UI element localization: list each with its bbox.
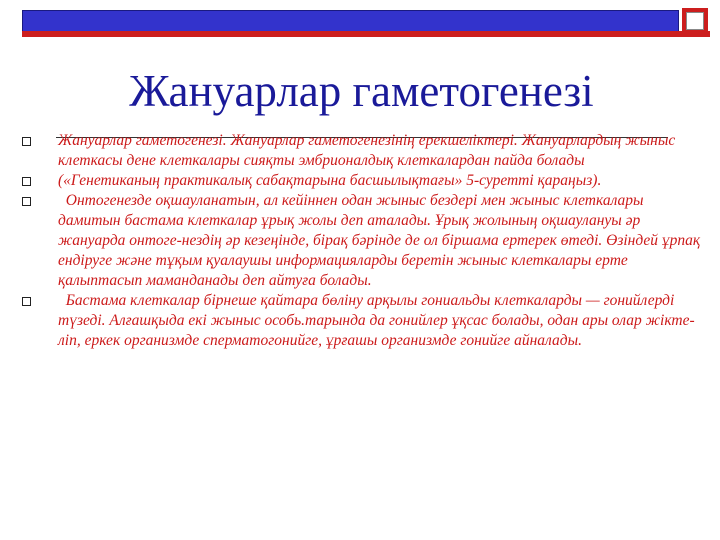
square-bullet-icon	[22, 137, 31, 146]
bullet-item	[22, 191, 705, 291]
bullet-text: Бастама клеткалар бірнеше қайтара бөліну арқылы гониальды клеткаларды — гонийлерді түзеді. Алғашқыда екі жыныс особь.тарында да гонийлер ұқсас болады, одан ары олар жікте-ліп, еркек организмде сперматогонийге, ұрғашы организмде гонийге айналады.	[58, 292, 695, 349]
bullet-item	[22, 131, 702, 171]
banner-red-bar	[22, 31, 710, 37]
square-bullet-icon	[22, 177, 31, 186]
banner-blue-bar	[22, 10, 679, 32]
bullet-list	[22, 131, 705, 351]
slide-title: Жануарлар гаметогенезі	[129, 66, 594, 116]
bullet-text: Жануарлар гаметогенезі. Жануарлар гаметогенезінің ерекшеліктері. Жануарлардың жыныс клеткасы дене клеткалары сияқты эмбрионалдық клеткалардан пайда болады	[58, 132, 680, 169]
bullet-item	[22, 171, 702, 191]
square-bullet-icon	[22, 297, 31, 306]
banner-square-icon	[686, 12, 704, 30]
bullet-text: («Генетиканың практикалық сабақтарына басшылықтағы» 5-суретті қараңыз).	[58, 172, 602, 189]
bullet-text: Онтогенезде оқшауланатын, ал кейіннен одан жыныс бездері мен жыныс клеткалары дамитын бастама клеткалар ұрық жолы деп аталады. Ұрық жолының оқшаулануы әр жануарда онтоге-нездің әр кезеңінде, бірақ бәрінде де ол біршама ертерек өтеді. Өзіндей ұрпақ ендіруге және тұқым қуалаушы информацияларды беретін жыныс клеткалары ерте қалыптасып маманданады деп айтуға болады.	[58, 192, 705, 289]
square-bullet-icon	[22, 197, 31, 206]
bullet-item	[22, 291, 702, 351]
